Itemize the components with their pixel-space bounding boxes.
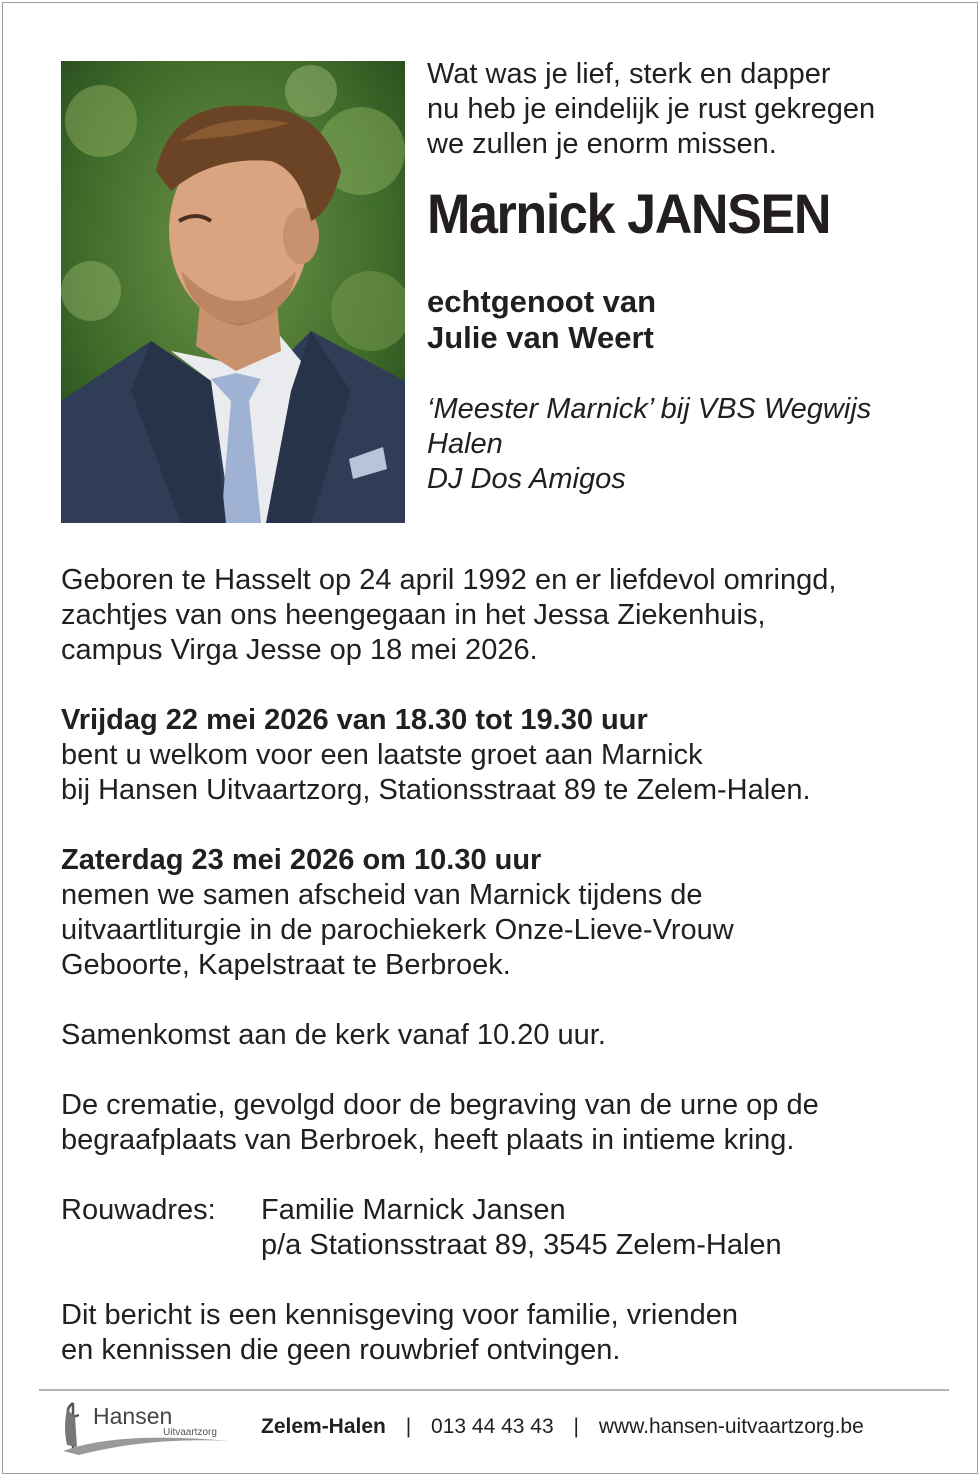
funeral-heading: Zaterdag 23 mei 2026 om 10.30 uur <box>61 844 542 876</box>
birth-line: campus Virga Jesse op 18 mei 2026. <box>61 634 538 666</box>
portrait-photo <box>61 61 405 523</box>
notice-paragraph <box>61 1298 941 1368</box>
contact-line <box>261 1415 864 1439</box>
address-line: p/a Stationsstraat 89, 3545 Zelem-Halen <box>261 1229 782 1261</box>
birth-line: Geboren te Hasselt op 24 april 1992 en er liefdevol omringd, <box>61 564 837 596</box>
funeral-paragraph <box>61 843 941 983</box>
portrait-image <box>61 61 405 523</box>
funeral-line: nemen we samen afscheid van Marnick tijdens de <box>61 879 703 911</box>
footer-website[interactable]: www.hansen-uitvaartzorg.be <box>598 1415 864 1438</box>
role-line: DJ Dos Amigos <box>427 463 626 495</box>
hansen-logo <box>59 1397 249 1457</box>
footer <box>59 1397 939 1459</box>
notice-line: Dit bericht is een kennisgeving voor familie, vrienden <box>61 1299 739 1331</box>
birth-line: zachtjes van ons heengegaan in het Jessa Ziekenhuis, <box>61 599 766 631</box>
poem-line: Wat was je lief, sterk en dapper <box>427 58 831 90</box>
address-label: Rouwadres: <box>61 1194 216 1226</box>
footer-divider <box>39 1389 949 1391</box>
visitation-line: bent u welkom voor een laatste groet aan Marnick <box>61 739 703 771</box>
address-line: Familie Marnick Jansen <box>261 1194 566 1226</box>
roles <box>427 392 947 497</box>
footer-phone[interactable]: 013 44 43 43 <box>431 1415 554 1438</box>
logo-name: Hansen <box>93 1403 173 1429</box>
visitation-line: bij Hansen Uitvaartzorg, Stationsstraat 89 te Zelem-Halen. <box>61 774 811 806</box>
cremation-line: begraafplaats van Berbroek, heeft plaats in intieme kring. <box>61 1124 795 1156</box>
footer-town: Zelem-Halen <box>261 1415 386 1438</box>
separator: | <box>405 1415 412 1438</box>
spouse-line: Julie van Weert <box>427 320 654 355</box>
spouse <box>427 284 947 356</box>
obituary-card <box>2 2 978 1474</box>
cremation-line: De crematie, gevolgd door de begraving van de urne op de <box>61 1089 819 1121</box>
address-lines <box>261 1193 782 1263</box>
cremation-paragraph <box>61 1088 941 1158</box>
spouse-line: echtgenoot van <box>427 284 657 319</box>
poem-line: nu heb je eindelijk je rust gekregen <box>427 93 876 125</box>
mourning-address <box>61 1193 941 1263</box>
gathering-paragraph: Samenkomst aan de kerk vanaf 10.20 uur. <box>61 1019 606 1051</box>
funeral-line: Geboorte, Kapelstraat te Berbroek. <box>61 949 511 981</box>
notice-line: en kennissen die geen rouwbrief ontvingen. <box>61 1334 621 1366</box>
visitation-paragraph <box>61 703 941 808</box>
poem <box>427 57 947 162</box>
birth-paragraph <box>61 563 941 668</box>
visitation-heading: Vrijdag 22 mei 2026 van 18.30 tot 19.30 uur <box>61 704 648 736</box>
separator: | <box>573 1415 579 1438</box>
role-line: Halen <box>427 428 503 460</box>
header-text <box>427 57 947 497</box>
funeral-line: uitvaartliturgie in de parochiekerk Onze-Lieve-Vrouw <box>61 914 734 946</box>
poem-line: we zullen je enorm missen. <box>427 128 777 160</box>
logo-subtitle: Uitvaartzorg <box>163 1427 217 1438</box>
deceased-name: Marnick JANSEN <box>427 182 831 245</box>
announcement-body <box>61 563 941 1368</box>
role-line: ‘Meester Marnick’ bij VBS Wegwijs <box>427 393 872 425</box>
